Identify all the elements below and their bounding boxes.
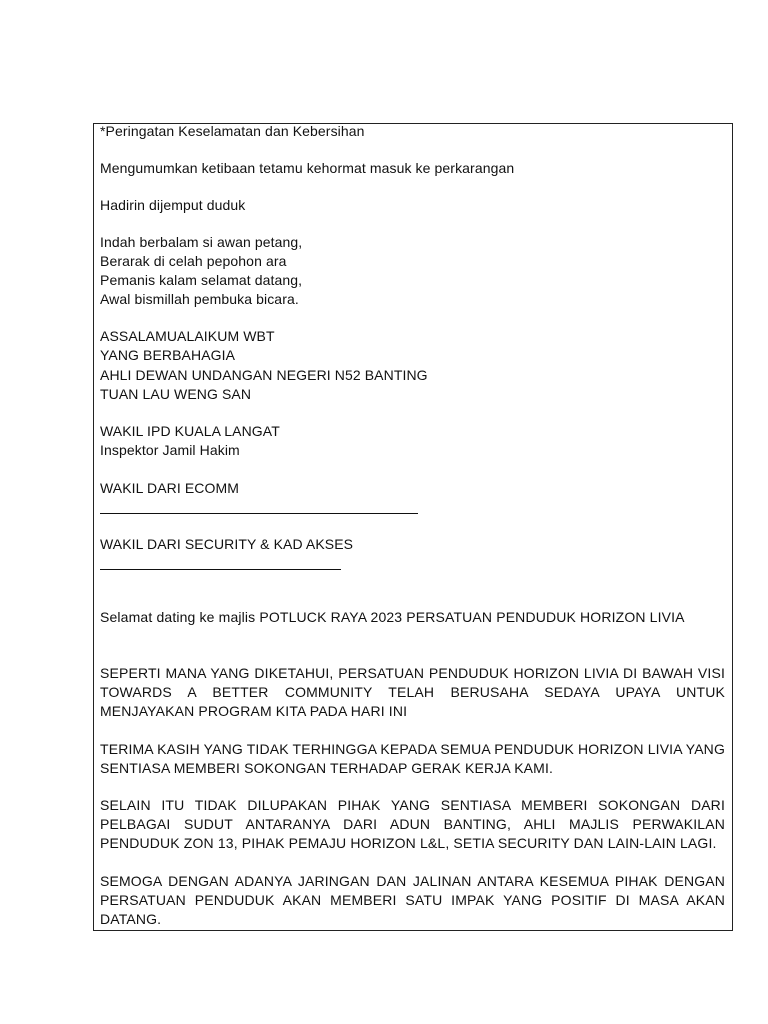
salutation-line-3: AHLI DEWAN UNDANGAN NEGERI N52 BANTING [100,367,428,383]
ecomm-rep-name-blank [100,513,418,514]
seating-line: Hadirin dijemput duduk [100,197,246,213]
security-rep-name-blank [100,569,341,570]
pantun-line-3: Pemanis kalam selamat datang, [100,272,303,288]
salutation-line-4: TUAN LAU WENG SAN [100,386,252,402]
pantun-line-4: Awal bismillah pembuka bicara. [100,291,299,307]
pantun-line-2: Berarak di celah pepohon ara [100,253,287,269]
ipd-rep-title: WAKIL IPD KUALA LANGAT [100,423,280,439]
security-rep-title: WAKIL DARI SECURITY & KAD AKSES [100,536,354,552]
safety-note: *Peringatan Keselamatan dan Kebersihan [100,123,365,139]
paragraph-1: SEPERTI MANA YANG DIKETAHUI, PERSATUAN PENDUDUK HORIZON LIVIA DI BAWAH VISI TOWARDS A BETTER COMMUNITY TELAH BERUSAHA SEDAYA UPAYA UNTUK MENJAYAKAN PROGRAM KITA PADA HARI INI [100,665,725,719]
announcement-line: Mengumumkan ketibaan tetamu kehormat masuk ke perkarangan [100,160,515,176]
salutation-line-1: ASSALAMUALAIKUM WBT [100,328,275,344]
welcome-paragraph: Selamat dating ke majlis POTLUCK RAYA 2023 PERSATUAN PENDUDUK HORIZON LIVIA [100,609,685,625]
ipd-rep-name: Inspektor Jamil Hakim [100,442,240,458]
ecomm-rep-title: WAKIL DARI ECOMM [100,480,240,496]
salutation-line-2: YANG BERBAHAGIA [100,347,236,363]
paragraph-2: TERIMA KASIH YANG TIDAK TERHINGGA KEPADA SEMUA PENDUDUK HORIZON LIVIA YANG SENTIASA MEMBERI SOKONGAN TERHADAP GERAK KERJA KAMI. [100,741,725,776]
paragraph-4: SEMOGA DENGAN ADANYA JARINGAN DAN JALINAN ANTARA KESEMUA PIHAK DENGAN PERSATUAN PENDUDUK AKAN MEMBERI SATU IMPAK YANG POSITIF DI MASA AKAN DATANG. [100,873,725,927]
paragraph-3: SELAIN ITU TIDAK DILUPAKAN PIHAK YANG SENTIASA MEMBERI SOKONGAN DARI PELBAGAI SUDUT ANTARANYA DARI ADUN BANTING, AHLI MAJLIS PERWAKILAN PENDUDUK ZON 13, PIHAK PEMAJU HORIZON L&L, SETIA SECURITY DAN LAIN-LAIN LAGI. [100,797,725,851]
pantun-line-1: Indah berbalam si awan petang, [100,234,303,250]
